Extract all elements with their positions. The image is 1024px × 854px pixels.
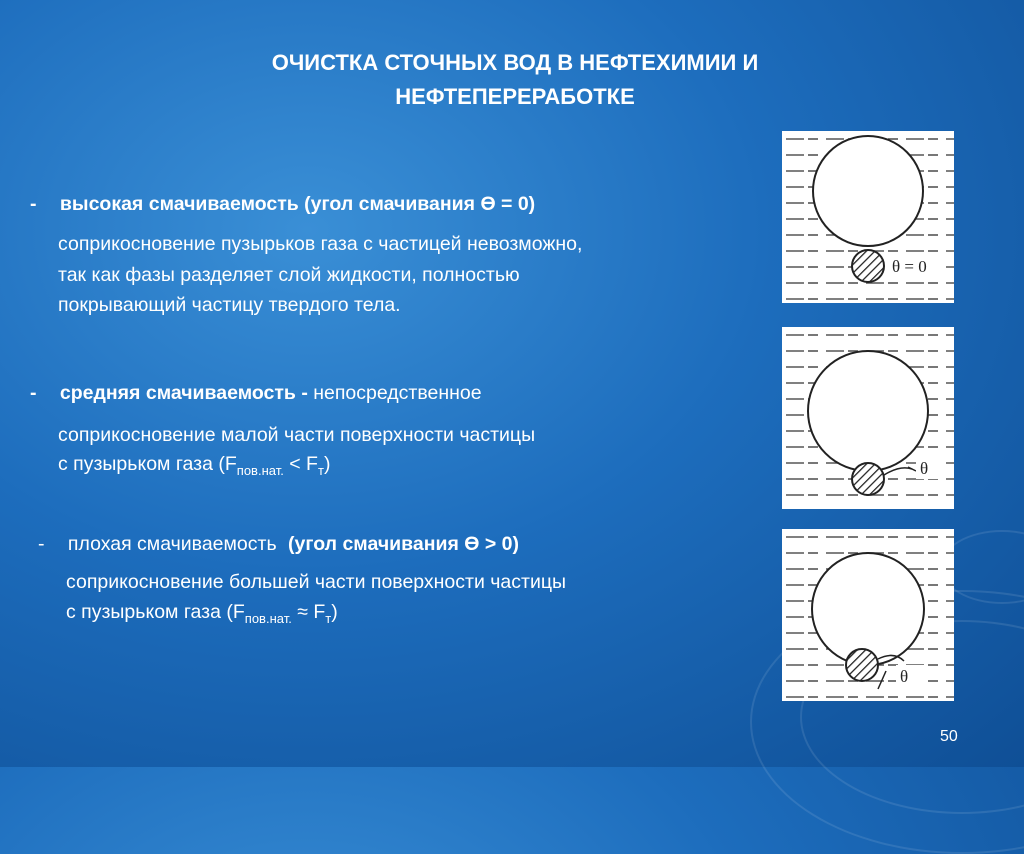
angle-label: θ: [920, 459, 929, 478]
bubble-figure-high-wetting: [782, 131, 954, 303]
item-1-heading: [30, 193, 535, 216]
gas-bubble: [808, 351, 928, 471]
title-line-2: НЕФТЕПЕРЕРАБОТКЕ: [395, 84, 635, 109]
item-2-heading-rest: непосредственное: [313, 382, 482, 404]
bullet-dash: -: [30, 193, 37, 215]
item-3-heading-plain: плохая смачиваемость: [67, 533, 277, 555]
formula-subscript: пов.нат.: [236, 463, 284, 478]
formula-prefix: с пузырьком газа (F: [58, 453, 237, 475]
title-line-1: ОЧИСТКА СТОЧНЫХ ВОД В НЕФТЕХИМИИ И: [271, 50, 759, 75]
formula-subscript: пов.нат.: [244, 611, 292, 626]
item-2-heading-text: средняя смачиваемость -: [59, 382, 308, 404]
bubble-figure-poor-wetting: [782, 529, 954, 701]
formula-subscript: т: [317, 463, 324, 478]
angle-label: θ: [900, 667, 909, 686]
bullet-dash: -: [38, 533, 45, 555]
page-number: 50: [940, 728, 958, 745]
item-1-text-line-3: покрывающий частицу твердого тела.: [58, 294, 401, 316]
gas-bubble: [812, 553, 924, 665]
formula-suffix: ): [323, 453, 331, 475]
item-1-heading-text: высокая смачиваемость (угол смачивания Ɵ = 0): [59, 193, 536, 215]
item-3-text-line-2: [66, 601, 338, 626]
solid-particle: [852, 250, 884, 282]
gas-bubble: [813, 136, 923, 246]
formula-relation: ≈ F: [291, 601, 326, 623]
solid-particle: [852, 463, 884, 495]
item-2-heading: [30, 382, 482, 405]
item-1-text-line-2: так как фазы разделяет слой жидкости, полностью: [58, 264, 520, 286]
formula-suffix: ): [331, 601, 338, 623]
item-3-heading-bold: (угол смачивания Ɵ > 0): [288, 533, 520, 555]
solid-particle: [846, 649, 878, 681]
item-3-heading: [38, 533, 519, 556]
formula-subscript: т: [325, 611, 332, 626]
item-2-text-line-2: [58, 453, 330, 478]
item-2-text-line-1: соприкосновение малой части поверхности частицы: [58, 424, 536, 446]
angle-label: θ = 0: [892, 257, 927, 276]
formula-relation: < F: [283, 453, 318, 475]
formula-prefix: с пузырьком газа (F: [66, 601, 245, 623]
bubble-figure-medium-wetting: [782, 327, 954, 509]
item-3-text-line-1: соприкосновение большей части поверхности частицы: [66, 571, 567, 593]
item-1-text-line-1: соприкосновение пузырьков газа с частицей невозможно,: [58, 233, 583, 255]
slide-title: [150, 46, 880, 114]
bullet-dash: -: [30, 382, 37, 404]
